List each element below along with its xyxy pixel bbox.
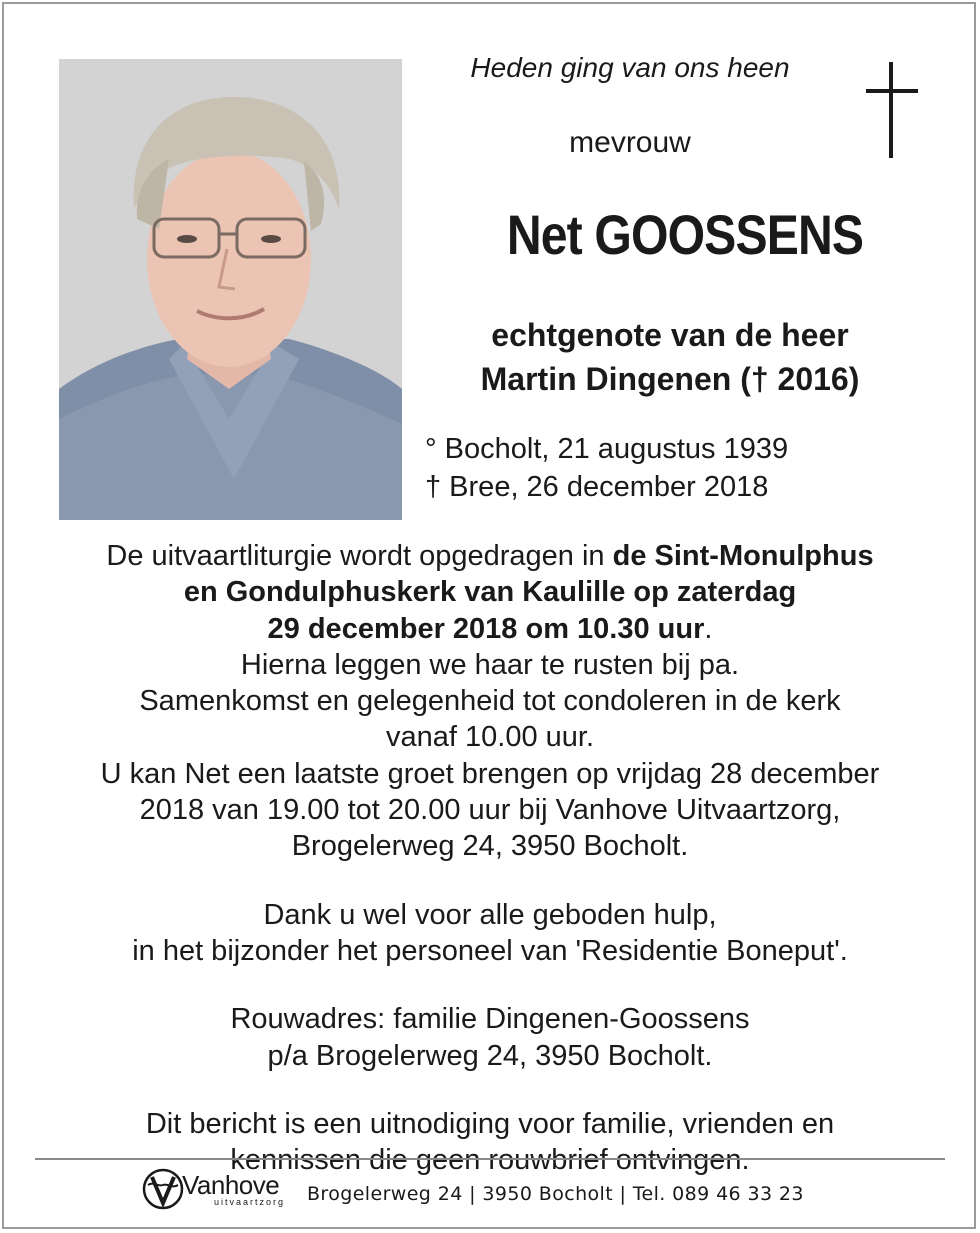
visitation-line-1: U kan Net een laatste groet brengen op vrijdag 28 december	[100, 757, 880, 790]
spouse-line-1: echtgenote van de heer	[491, 317, 849, 353]
invitation-line-2: kennissen die geen rouwbrief ontvingen.	[230, 1144, 750, 1177]
birth-line: ° Bocholt, 21 augustus 1939	[425, 433, 789, 465]
visitation-line-3: Brogelerweg 24, 3950 Bocholt.	[291, 830, 689, 863]
notice-body	[40, 538, 940, 1178]
funeral-period: .	[704, 612, 713, 645]
footer-divider	[35, 1158, 945, 1160]
deceased-name: Net GOOSSENS	[506, 203, 864, 266]
spouse-info	[420, 313, 920, 401]
death-line: † Bree, 26 december 2018	[425, 471, 769, 503]
footer-address: Brogelerweg 24 | 3950 Bocholt | Tel. 089 46 33 23	[307, 1183, 804, 1205]
condolence-line-2: vanaf 10.00 uur.	[386, 721, 594, 754]
invitation-line-1: Dit bericht is een uitnodiging voor familie, vrienden en	[145, 1107, 835, 1140]
spouse-line-2: Martin Dingenen († 2016)	[480, 361, 860, 397]
thanks-line-1: Dank u wel voor alle geboden hulp,	[263, 898, 717, 931]
church-name-part1: de Sint-Monulphus	[612, 540, 874, 572]
mourning-address-line-1: Rouwadres: familie Dingenen-Goossens	[230, 1003, 750, 1036]
logo-subtitle: uitvaartzorg	[214, 1197, 286, 1207]
visitation-line-2: 2018 van 19.00 tot 20.00 uur bij Vanhove Uitvaartzorg,	[139, 794, 841, 827]
life-dates	[425, 430, 788, 506]
cross-icon	[862, 62, 922, 158]
thanks-line-2: in het bijzonder het personeel van 'Residentie Boneput'.	[132, 934, 848, 967]
intro-line: Heden ging van ons heen	[470, 52, 790, 83]
funeral-datetime: 29 december 2018 om 10.30 uur	[267, 612, 705, 645]
mourning-address-line-2: p/a Brogelerweg 24, 3950 Bocholt.	[267, 1039, 713, 1072]
title-word: mevrouw	[569, 126, 691, 159]
portrait-photo	[59, 59, 402, 520]
logo-wordmark: Vanhove	[182, 1170, 280, 1200]
funeral-intro: De uitvaartliturgie wordt opgedragen in	[106, 540, 613, 572]
funeral-paragraph	[40, 538, 940, 647]
church-name-part2: en Gondulphuskerk van Kaulille op zaterdag	[183, 576, 797, 609]
condolence-line-1: Samenkomst en gelegenheid tot condoleren in de kerk	[139, 685, 841, 718]
burial-line: Hierna leggen we haar te rusten bij pa.	[240, 648, 740, 681]
vanhove-logo-icon	[140, 1165, 186, 1211]
